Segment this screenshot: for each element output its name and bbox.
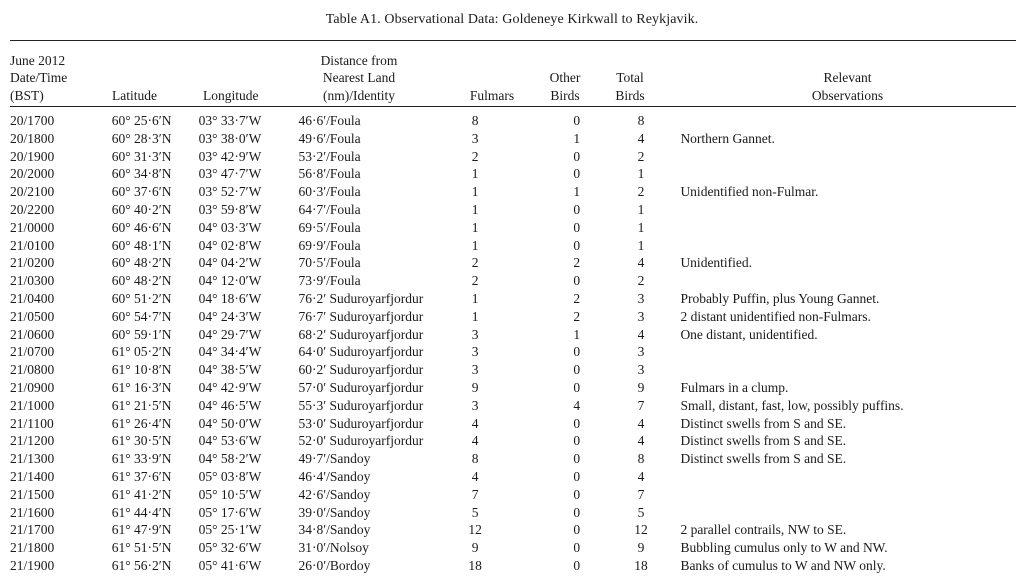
cell-total-birds: 9 <box>637 540 645 556</box>
cell-latitude: 60° 54·7′N <box>111 308 172 324</box>
cell-total-birds: 8 <box>637 451 645 467</box>
cell-fulmars: 4 <box>471 415 479 431</box>
cell-latitude: 60° 48·1′N <box>111 237 172 253</box>
cell-other-birds: 0 <box>573 344 581 360</box>
cell-total-birds: 4 <box>637 326 645 342</box>
cell-fulmars: 7 <box>471 486 479 502</box>
cell-total-birds: 1 <box>637 237 645 253</box>
cell-observation: Distinct swells from S and SE. <box>680 451 847 467</box>
header-latitude <box>112 44 199 104</box>
cell-other-birds: 0 <box>573 433 581 449</box>
cell-observation <box>655 148 1024 166</box>
header-datetime-line: June 2012 <box>10 52 66 68</box>
cell-datetime: 21/0800 <box>10 362 55 378</box>
table-row <box>10 112 1024 130</box>
cell-distance: 64·7′/Foula <box>298 201 361 217</box>
cell-latitude: 60° 46·6′N <box>111 219 172 235</box>
table-row <box>10 326 1024 344</box>
cell-total-birds: 2 <box>637 184 645 200</box>
table-row <box>10 272 1024 290</box>
cell-observation <box>655 486 1024 504</box>
cell-datetime: 20/2100 <box>10 184 55 200</box>
cell-other-birds: 0 <box>573 237 581 253</box>
table-row <box>10 450 1024 468</box>
cell-distance: 64·0′ Suduroyarfjordur <box>298 344 424 360</box>
cell-total-birds: 5 <box>637 504 645 520</box>
header-longitude <box>203 44 298 104</box>
cell-total-birds: 4 <box>637 130 645 146</box>
cell-latitude: 61° 41·2′N <box>111 486 172 502</box>
cell-datetime: 21/1800 <box>10 540 55 556</box>
header-distance <box>299 44 419 104</box>
cell-total-birds: 4 <box>637 433 645 449</box>
cell-fulmars: 8 <box>471 451 479 467</box>
cell-latitude: 60° 48·2′N <box>111 273 172 289</box>
cell-observation <box>655 361 1024 379</box>
top-rule <box>10 40 1016 41</box>
cell-other-birds: 2 <box>573 308 581 324</box>
cell-distance: 46·4′/Sandoy <box>298 468 371 484</box>
cell-datetime: 20/2000 <box>10 166 55 182</box>
table-row <box>10 148 1024 166</box>
cell-latitude: 60° 31·3′N <box>111 148 172 164</box>
table-caption: Table A1. Observational Data: Goldeneye Kirkwall to Reykjavik. <box>325 12 699 27</box>
cell-observation <box>655 165 1024 183</box>
cell-longitude: 04° 38·5′W <box>198 362 262 378</box>
cell-fulmars: 3 <box>471 344 479 360</box>
cell-distance: 76·2′ Suduroyarfjordur <box>298 290 424 306</box>
cell-latitude: 61° 37·6′N <box>111 468 172 484</box>
cell-longitude: 04° 04·2′W <box>198 255 262 271</box>
header-fulmars-line: Fulmars <box>469 87 515 103</box>
cell-fulmars: 1 <box>471 184 479 200</box>
cell-other-birds: 1 <box>573 130 581 146</box>
cell-fulmars: 1 <box>471 219 479 235</box>
cell-datetime: 21/1700 <box>10 522 55 538</box>
cell-observation <box>655 504 1024 522</box>
cell-distance: 42·6′/Sandoy <box>298 486 371 502</box>
cell-observation <box>655 112 1024 130</box>
cell-datetime: 20/1900 <box>10 148 55 164</box>
cell-latitude: 61° 33·9′N <box>111 451 172 467</box>
cell-latitude: 60° 48·2′N <box>111 255 172 271</box>
cell-longitude: 05° 10·5′W <box>198 486 262 502</box>
table-row <box>10 343 1024 361</box>
header-fulmars <box>462 44 522 104</box>
cell-fulmars: 4 <box>471 468 479 484</box>
cell-total-birds: 4 <box>637 415 645 431</box>
cell-other-birds: 0 <box>573 148 581 164</box>
cell-total-birds: 7 <box>637 397 645 413</box>
cell-datetime: 21/0600 <box>10 326 55 342</box>
cell-observation: Bubbling cumulus only to W and NW. <box>680 540 888 556</box>
cell-other-birds: 0 <box>573 522 581 538</box>
table-row <box>10 468 1024 486</box>
cell-total-birds: 3 <box>637 290 645 306</box>
cell-latitude: 60° 34·8′N <box>111 166 172 182</box>
cell-other-birds: 0 <box>573 273 581 289</box>
header-observations-line: Relevant <box>823 70 872 85</box>
cell-other-birds: 0 <box>573 451 581 467</box>
cell-latitude: 60° 59·1′N <box>111 326 172 342</box>
cell-latitude: 60° 40·2′N <box>111 201 172 217</box>
cell-longitude: 03° 47·7′W <box>198 166 262 182</box>
cell-latitude: 60° 37·6′N <box>111 184 172 200</box>
cell-longitude: 05° 03·8′W <box>198 468 262 484</box>
cell-other-birds: 2 <box>573 255 581 271</box>
header-total-birds-line: Birds <box>615 87 645 103</box>
header-total-birds-line: Total <box>616 70 644 85</box>
cell-fulmars: 3 <box>471 397 479 413</box>
cell-total-birds: 2 <box>637 148 645 164</box>
cell-distance: 73·9′/Foula <box>298 273 361 289</box>
cell-datetime: 20/1800 <box>10 130 55 146</box>
cell-fulmars: 1 <box>471 166 479 182</box>
cell-distance: 53·0′ Suduroyarfjordur <box>298 415 424 431</box>
cell-other-birds: 0 <box>573 379 581 395</box>
cell-datetime: 21/1100 <box>10 415 54 431</box>
cell-total-birds: 3 <box>637 362 645 378</box>
cell-fulmars: 2 <box>471 148 479 164</box>
table-row <box>10 308 1024 326</box>
cell-other-birds: 0 <box>573 201 581 217</box>
cell-fulmars: 1 <box>471 237 479 253</box>
cell-datetime: 20/1700 <box>10 113 55 128</box>
header-observations <box>780 44 915 104</box>
header-distance-line: Nearest Land <box>322 70 396 85</box>
cell-distance: 39·0′/Sandoy <box>298 504 371 520</box>
cell-latitude: 61° 56·2′N <box>111 557 172 573</box>
cell-fulmars: 3 <box>471 130 479 146</box>
table-row <box>10 504 1024 522</box>
cell-total-birds: 4 <box>637 255 645 271</box>
cell-fulmars: 9 <box>471 540 479 556</box>
cell-latitude: 61° 21·5′N <box>111 397 172 413</box>
cell-fulmars: 9 <box>471 379 479 395</box>
cell-distance: 46·6′/Foula <box>298 113 361 128</box>
cell-other-birds: 0 <box>573 468 581 484</box>
cell-longitude: 04° 12·0′W <box>198 273 262 289</box>
cell-latitude: 61° 30·5′N <box>111 433 172 449</box>
cell-distance: 34·8′/Sandoy <box>298 522 371 538</box>
header-other-birds-line: Birds <box>550 87 580 103</box>
cell-observation <box>655 201 1024 219</box>
cell-total-birds: 3 <box>637 344 645 360</box>
cell-datetime: 21/0700 <box>10 344 55 360</box>
cell-distance: 69·9′/Foula <box>298 237 361 253</box>
cell-longitude: 03° 52·7′W <box>198 184 262 200</box>
cell-observation <box>655 237 1024 255</box>
cell-fulmars: 5 <box>471 504 479 520</box>
cell-total-birds: 9 <box>637 379 645 395</box>
cell-datetime: 21/0500 <box>10 308 55 324</box>
header-longitude-line: Longitude <box>203 87 259 103</box>
cell-datetime: 21/0400 <box>10 290 55 306</box>
cell-datetime: 21/1200 <box>10 433 55 449</box>
table-row <box>10 397 1024 415</box>
cell-total-birds: 4 <box>637 468 645 484</box>
cell-longitude: 05° 32·6′W <box>198 540 262 556</box>
cell-datetime: 21/1500 <box>10 486 55 502</box>
cell-total-birds: 1 <box>637 166 645 182</box>
table-row <box>10 219 1024 237</box>
cell-longitude: 04° 02·8′W <box>198 237 262 253</box>
cell-total-birds: 1 <box>637 219 645 235</box>
cell-fulmars: 8 <box>471 113 479 128</box>
cell-distance: 68·2′ Suduroyarfjordur <box>298 326 424 342</box>
table-row <box>10 415 1024 433</box>
header-distance-line: (nm)/Identity <box>323 87 395 103</box>
cell-total-birds: 18 <box>634 557 648 573</box>
cell-observation: Distinct swells from S and SE. <box>680 433 847 449</box>
header-rule <box>10 106 1016 107</box>
cell-observation <box>655 343 1024 361</box>
cell-observation: Distinct swells from S and SE. <box>680 415 847 431</box>
cell-distance: 60·3′/Foula <box>298 184 361 200</box>
cell-observation: One distant, unidentified. <box>680 326 818 342</box>
table-row <box>10 237 1024 255</box>
header-distance-line: Distance from <box>320 52 398 68</box>
cell-datetime: 21/0100 <box>10 237 55 253</box>
cell-latitude: 60° 25·6′N <box>111 113 172 128</box>
cell-latitude: 61° 26·4′N <box>111 415 172 431</box>
cell-datetime: 20/2200 <box>10 201 55 217</box>
cell-total-birds: 12 <box>634 522 648 538</box>
cell-observation: Banks of cumulus to W and NW only. <box>680 557 886 573</box>
cell-longitude: 04° 18·6′W <box>198 290 262 306</box>
cell-observation: 2 distant unidentified non-Fulmars. <box>680 308 871 324</box>
cell-datetime: 21/1300 <box>10 451 55 467</box>
cell-distance: 70·5′/Foula <box>298 255 361 271</box>
cell-latitude: 60° 51·2′N <box>111 290 172 306</box>
cell-fulmars: 3 <box>471 326 479 342</box>
cell-distance: 49·7′/Sandoy <box>298 451 371 467</box>
cell-other-birds: 0 <box>573 540 581 556</box>
header-datetime <box>10 44 110 104</box>
cell-distance: 53·2′/Foula <box>298 148 361 164</box>
cell-longitude: 04° 34·4′W <box>198 344 262 360</box>
cell-longitude: 05° 25·1′W <box>198 522 262 538</box>
cell-fulmars: 1 <box>471 308 479 324</box>
cell-longitude: 04° 03·3′W <box>198 219 262 235</box>
cell-distance: 31·0′/Nolsoy <box>298 540 369 556</box>
cell-datetime: 21/0200 <box>10 255 55 271</box>
table-row <box>10 290 1024 308</box>
cell-other-birds: 0 <box>573 362 581 378</box>
cell-fulmars: 12 <box>468 522 482 538</box>
cell-longitude: 04° 24·3′W <box>198 308 262 324</box>
cell-fulmars: 4 <box>471 433 479 449</box>
cell-total-birds: 1 <box>637 201 645 217</box>
cell-other-birds: 1 <box>573 326 581 342</box>
cell-latitude: 60° 28·3′N <box>111 130 172 146</box>
cell-longitude: 03° 38·0′W <box>198 130 262 146</box>
cell-other-birds: 0 <box>573 557 581 573</box>
table-row <box>10 432 1024 450</box>
cell-distance: 76·7′ Suduroyarfjordur <box>298 308 424 324</box>
cell-observation: Small, distant, fast, low, possibly puffins. <box>680 397 904 413</box>
cell-latitude: 61° 16·3′N <box>111 379 172 395</box>
table-row <box>10 201 1024 219</box>
cell-total-birds: 3 <box>637 308 645 324</box>
cell-latitude: 61° 05·2′N <box>111 344 172 360</box>
cell-observation: Unidentified non-Fulmar. <box>680 184 819 200</box>
table-row <box>10 361 1024 379</box>
cell-other-birds: 1 <box>573 184 581 200</box>
cell-longitude: 03° 59·8′W <box>198 201 262 217</box>
cell-datetime: 21/1000 <box>10 397 55 413</box>
cell-fulmars: 3 <box>471 362 479 378</box>
cell-longitude: 05° 41·6′W <box>198 557 262 573</box>
table-row <box>10 521 1024 539</box>
cell-latitude: 61° 44·4′N <box>111 504 172 520</box>
cell-observation: 2 parallel contrails, NW to SE. <box>680 522 847 538</box>
observations-table <box>10 112 1024 575</box>
cell-observation <box>655 468 1024 486</box>
header-latitude-line: Latitude <box>112 87 157 103</box>
cell-longitude: 05° 17·6′W <box>198 504 262 520</box>
cell-distance: 49·6′/Foula <box>298 130 361 146</box>
table-row <box>10 557 1024 575</box>
table-row <box>10 539 1024 557</box>
cell-longitude: 03° 33·7′W <box>198 113 262 128</box>
cell-observation: Probably Puffin, plus Young Gannet. <box>680 290 880 306</box>
cell-longitude: 04° 50·0′W <box>198 415 262 431</box>
cell-observation: Fulmars in a clump. <box>680 379 789 395</box>
header-observations-line: Observations <box>811 87 884 103</box>
cell-fulmars: 2 <box>471 255 479 271</box>
cell-datetime: 21/1900 <box>10 557 55 573</box>
cell-longitude: 04° 42·9′W <box>198 379 262 395</box>
cell-total-birds: 2 <box>637 273 645 289</box>
cell-other-birds: 4 <box>573 397 581 413</box>
cell-other-birds: 0 <box>573 415 581 431</box>
cell-observation: Unidentified. <box>680 255 753 271</box>
cell-distance: 69·5′/Foula <box>298 219 361 235</box>
header-datetime-line: Date/Time <box>10 70 68 85</box>
cell-observation <box>655 272 1024 290</box>
table-row <box>10 165 1024 183</box>
table-body <box>10 112 1024 575</box>
cell-fulmars: 18 <box>468 557 482 573</box>
cell-distance: 57·0′ Suduroyarfjordur <box>298 379 424 395</box>
cell-longitude: 04° 29·7′W <box>198 326 262 342</box>
cell-longitude: 04° 58·2′W <box>198 451 262 467</box>
cell-latitude: 61° 10·8′N <box>111 362 172 378</box>
table-row <box>10 254 1024 272</box>
cell-datetime: 21/1600 <box>10 504 55 520</box>
table-row <box>10 379 1024 397</box>
table-row <box>10 183 1024 201</box>
cell-distance: 52·0′ Suduroyarfjordur <box>298 433 424 449</box>
cell-datetime: 21/1400 <box>10 468 55 484</box>
cell-total-birds: 7 <box>637 486 645 502</box>
cell-distance: 60·2′ Suduroyarfjordur <box>298 362 424 378</box>
cell-datetime: 21/0900 <box>10 379 55 395</box>
cell-distance: 26·0′/Bordoy <box>298 557 371 573</box>
cell-other-birds: 0 <box>573 219 581 235</box>
cell-fulmars: 1 <box>471 290 479 306</box>
cell-latitude: 61° 51·5′N <box>111 540 172 556</box>
cell-total-birds: 8 <box>637 113 645 128</box>
cell-longitude: 04° 53·6′W <box>198 433 262 449</box>
cell-latitude: 61° 47·9′N <box>111 522 172 538</box>
cell-other-birds: 0 <box>573 166 581 182</box>
cell-observation <box>655 219 1024 237</box>
table-row <box>10 486 1024 504</box>
cell-other-birds: 0 <box>573 486 581 502</box>
cell-fulmars: 2 <box>471 273 479 289</box>
cell-other-birds: 0 <box>573 113 581 128</box>
cell-longitude: 03° 42·9′W <box>198 148 262 164</box>
cell-longitude: 04° 46·5′W <box>198 397 262 413</box>
cell-distance: 56·8′/Foula <box>298 166 361 182</box>
table-row <box>10 130 1024 148</box>
cell-fulmars: 1 <box>471 201 479 217</box>
cell-observation: Northern Gannet. <box>680 130 775 146</box>
cell-datetime: 21/0000 <box>10 219 55 235</box>
header-datetime-line: (BST) <box>10 87 44 103</box>
cell-other-birds: 2 <box>573 290 581 306</box>
cell-datetime: 21/0300 <box>10 273 55 289</box>
cell-distance: 55·3′ Suduroyarfjordur <box>298 397 424 413</box>
header-other-birds-line: Other <box>549 70 581 85</box>
header-other-birds <box>540 44 590 104</box>
cell-other-birds: 0 <box>573 504 581 520</box>
header-total-birds <box>605 44 655 104</box>
